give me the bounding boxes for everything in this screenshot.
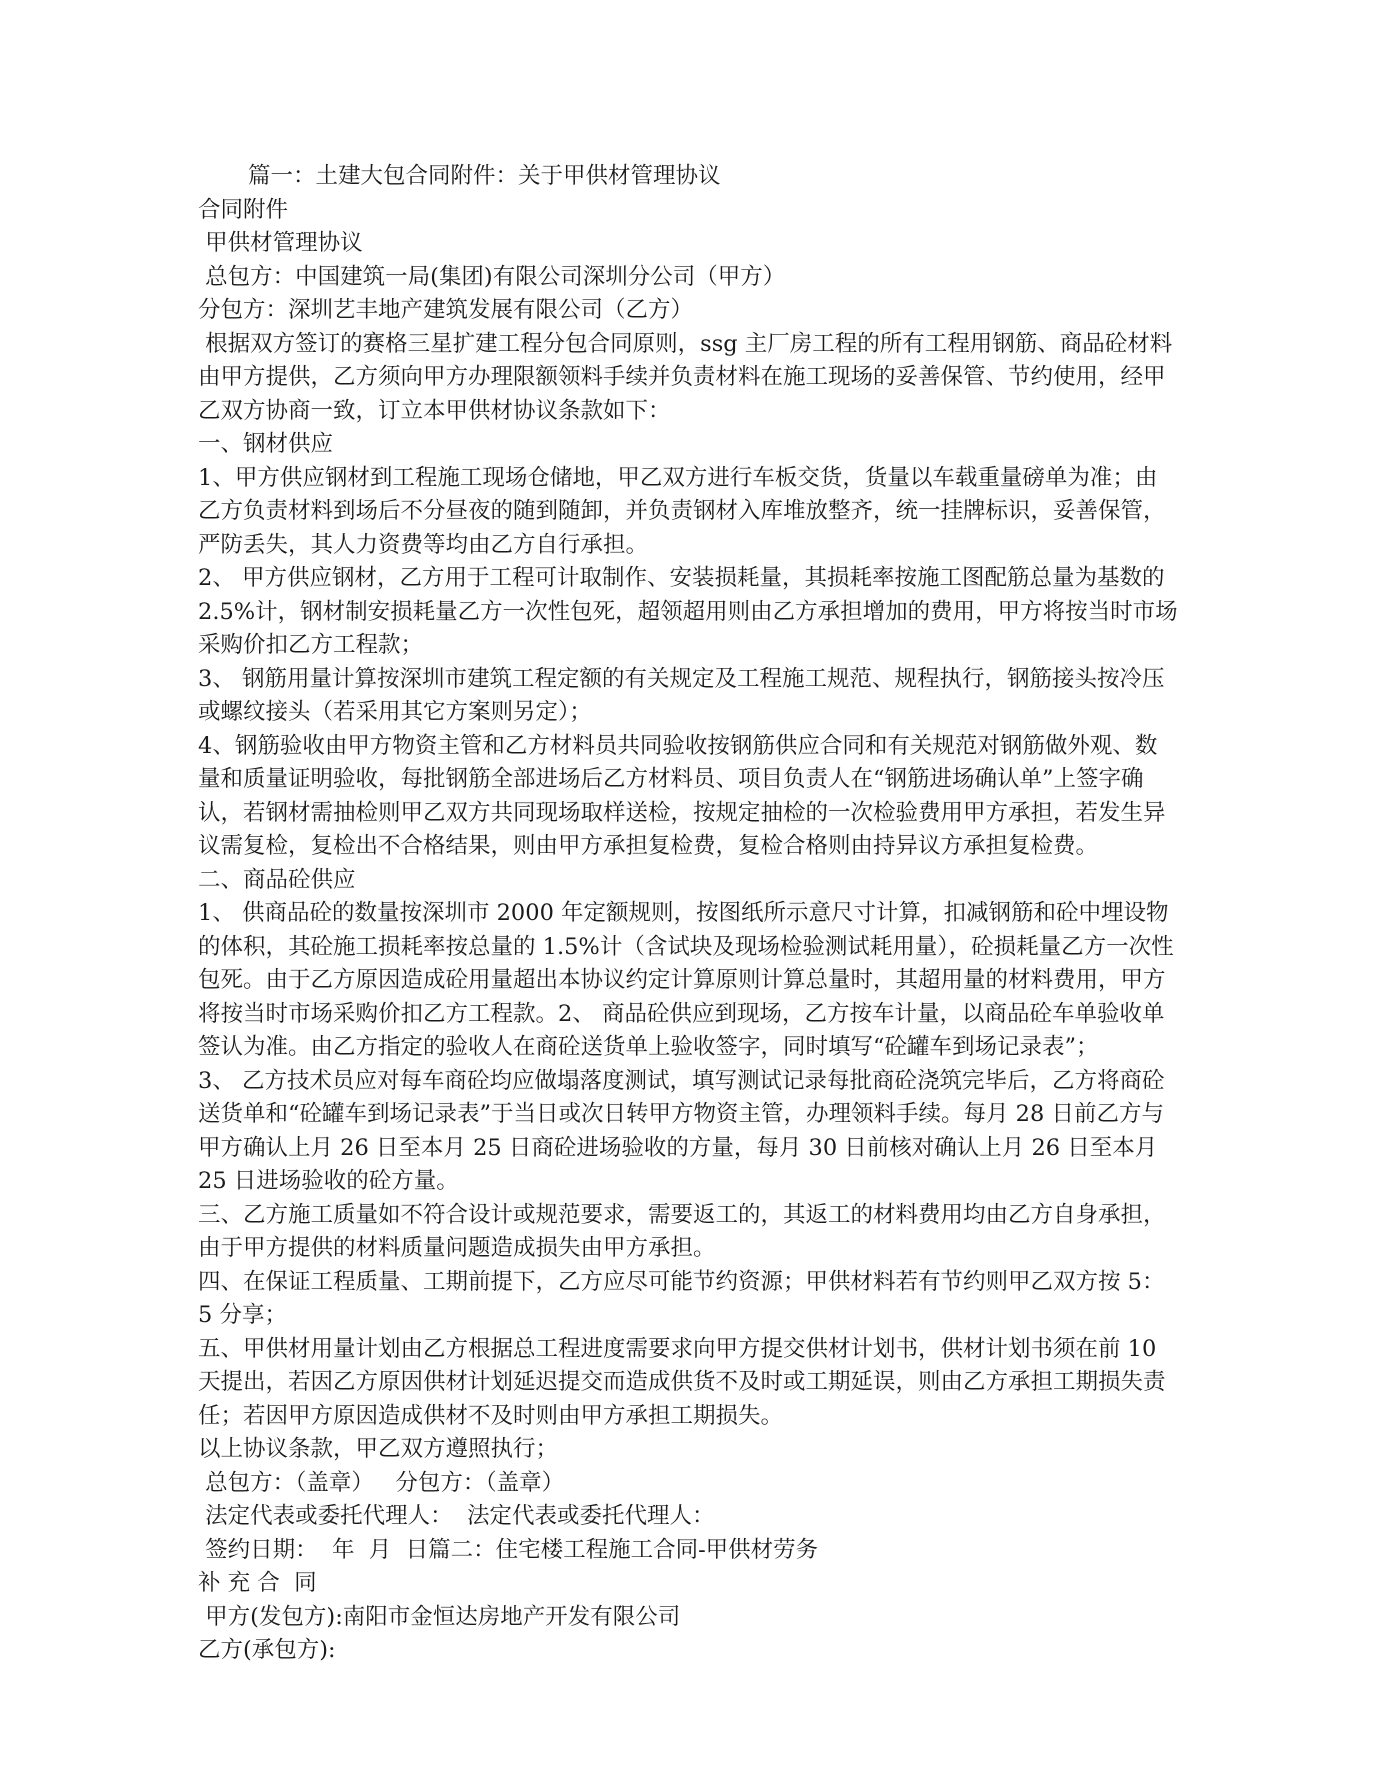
section-heading: 二、商品砼供应 <box>198 866 356 893</box>
paragraph: 补 充 合 同 <box>198 1570 317 1596</box>
signature-line: 总包方：（盖章） 分包方：（盖章） <box>198 1469 565 1496</box>
paragraph: 1、 供商品砼的数量按深圳市 2000 年定额规则，按图纸所示意尺寸计算，扣减钢筋和砼中埋设物的体积，其砼施工损耗率按总量的 1.5%计（含试块及现场检验测试耗用量），砼损耗量乙方一次性包死。由于乙方原因造成砼用量超出本协议约定计算原则计算总量时，其超用量的材料费用，甲方将按当时市场采购价扣乙方工程款。2、 商品砼供应到现场，乙方按车计量，以商品砼车单验收单签认为准。由乙方指定的验收人在商砼送货单上验收签字，同时填写“砼罐车到场记录表”； <box>198 900 1174 1060</box>
signature-line: 法定代表或委托代理人： 法定代表或委托代理人： <box>198 1503 715 1529</box>
paragraph: 合同附件 <box>198 196 289 223</box>
paragraph: 甲方(发包方):南阳市金恒达房地产开发有限公司 <box>198 1603 681 1630</box>
section-heading: 一、钢材供应 <box>198 431 334 457</box>
paragraph: 3、 乙方技术员应对每车商砼均应做塌落度测试，填写测试记录每批商砼浇筑完毕后，乙方将商砼送货单和“砼罐车到场记录表”于当日或次日转甲方物资主管，办理领料手续。每月 28 日前乙方与甲方确认上月 26 日至本月 25 日商砼进场验收的方量，每月 30 日前核对确认上月 26 日至本月 25 日进场验收的砼方量。 <box>198 1067 1165 1194</box>
paragraph: 1、甲方供应钢材到工程施工现场仓储地，甲乙双方进行车板交货，货量以车载重量磅单为准；由乙方负责材料到场后不分昼夜的随到随卸，并负责钢材入库堆放整齐，统一挂牌标识，妥善保管，严防丢失，其人力资费等均由乙方自行承担。 <box>198 464 1166 558</box>
paragraph: 总包方：中国建筑一局(集团)有限公司深圳分公司（甲方） <box>198 263 786 290</box>
paragraph: 甲供材管理协议 <box>198 230 363 256</box>
paragraph: 2、 甲方供应钢材，乙方用于工程可计取制作、安装损耗量，其损耗率按施工图配筋总量为基数的 2.5%计，钢材制安损耗量乙方一次性包死，超领超用则由乙方承担增加的费用，甲方将按当时市场采购价扣乙方工程款； <box>198 565 1178 658</box>
signature-line: 签约日期： 年 月 日篇二：住宅楼工程施工合同-甲供材劳务 <box>198 1536 819 1563</box>
paragraph: 四、在保证工程质量、工期前提下，乙方应尽可能节约资源；甲供材料若有节约则甲乙双方按 5：5 分享； <box>198 1268 1165 1328</box>
paragraph: 根据双方签订的赛格三星扩建工程分包合同原则，ssg 主厂房工程的所有工程用钢筋、商品砼材料由甲方提供，乙方须向甲方办理限额领料手续并负责材料在施工现场的妥善保管、节约使用，经甲乙双方协商一致，订立本甲供材协议条款如下： <box>198 330 1173 424</box>
paragraph: 五、甲供材用量计划由乙方根据总工程进度需要求向甲方提交供材计划书，供材计划书须在前 10 天提出，若因乙方原因供材计划延迟提交而造成供货不及时或工期延误，则由乙方承担工期损失责任；若因甲方原因造成供材不及时则由甲方承担工期损失。 <box>198 1335 1166 1429</box>
paragraph: 分包方：深圳艺丰地产建筑发展有限公司（乙方） <box>198 297 694 323</box>
paragraph: 三、乙方施工质量如不符合设计或规范要求，需要返工的，其返工的材料费用均由乙方自身承担，由于甲方提供的材料质量问题造成损失由甲方承担。 <box>198 1201 1166 1261</box>
document-title: 篇一：土建大包合同附件：关于甲供材管理协议 <box>248 163 721 189</box>
document-page <box>198 160 1178 1668</box>
paragraph: 3、 钢筋用量计算按深圳市建筑工程定额的有关规定及工程施工规范、规程执行，钢筋接头按冷压或螺纹接头（若采用其它方案则另定）； <box>198 665 1165 725</box>
paragraph: 以上协议条款，甲乙双方遵照执行； <box>198 1436 559 1462</box>
paragraph: 4、钢筋验收由甲方物资主管和乙方材料员共同验收按钢筋供应合同和有关规范对钢筋做外观、数量和质量证明验收，每批钢筋全部进场后乙方材料员、项目负责人在“钢筋进场确认单”上签字确认，若钢材需抽检则甲乙双方共同现场取样送检，按规定抽检的一次检验费用甲方承担，若发生异议需复检，复检出不合格结果，则由甲方承担复检费，复检合格则由持异议方承担复检费。 <box>198 732 1166 859</box>
paragraph: 乙方(承包方): <box>198 1637 336 1663</box>
